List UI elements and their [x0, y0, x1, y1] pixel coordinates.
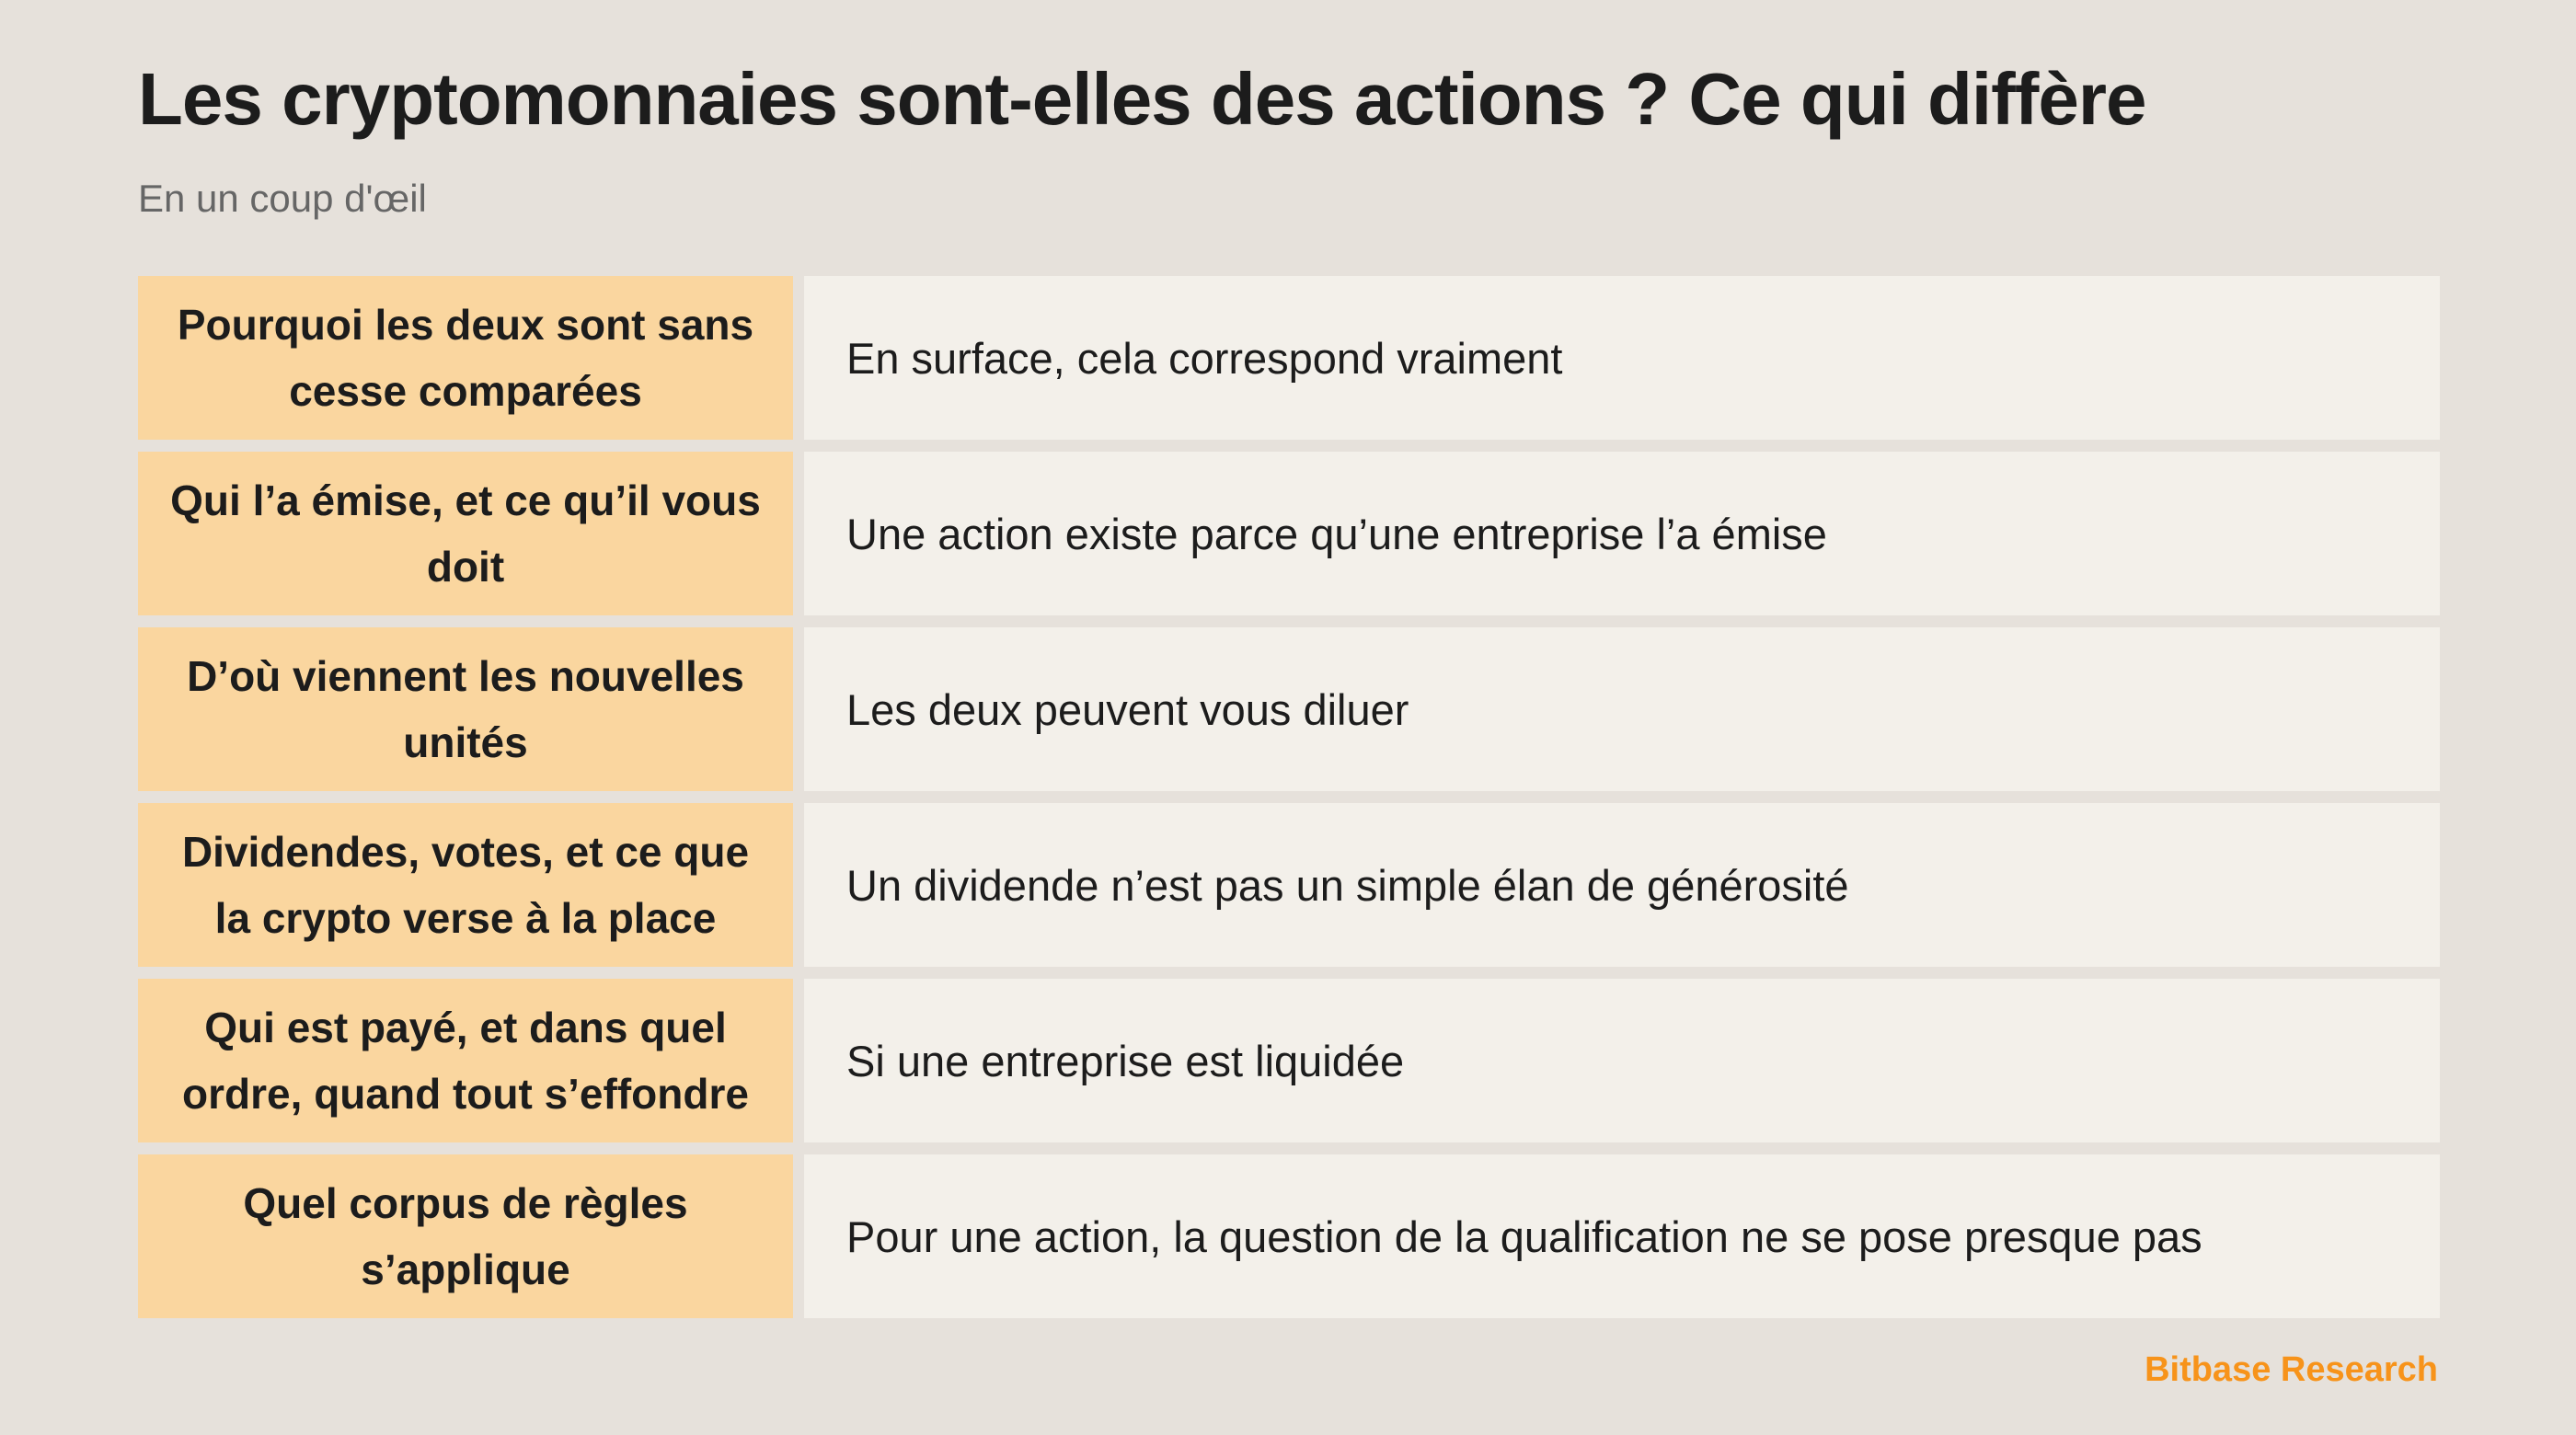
row-value: Les deux peuvent vous diluer: [804, 627, 2440, 791]
brand-footer: Bitbase Research: [2145, 1350, 2438, 1389]
page-subtitle: En un coup d'œil: [138, 177, 427, 220]
page-title: Les cryptomonnaies sont-elles des actions ? Ce qui diffère: [138, 58, 2146, 140]
row-label: Qui l’a émise, et ce qu’il vous doit: [138, 452, 793, 615]
table-row: [138, 276, 2440, 440]
row-label: Qui est payé, et dans quel ordre, quand tout s’effondre: [138, 979, 793, 1142]
row-value: Si une entreprise est liquidée: [804, 979, 2440, 1142]
table-row: [138, 1154, 2440, 1318]
row-label: Quel corpus de règles s’applique: [138, 1154, 793, 1318]
row-label: Pourquoi les deux sont sans cesse comparées: [138, 276, 793, 440]
table-row: [138, 452, 2440, 615]
table-row: [138, 803, 2440, 967]
comparison-table: [138, 276, 2440, 1318]
row-value: Un dividende n’est pas un simple élan de générosité: [804, 803, 2440, 967]
row-label: Dividendes, votes, et ce que la crypto verse à la place: [138, 803, 793, 967]
row-value: Pour une action, la question de la qualification ne se pose presque pas: [804, 1154, 2440, 1318]
row-label: D’où viennent les nouvelles unités: [138, 627, 793, 791]
table-row: [138, 627, 2440, 791]
row-value: Une action existe parce qu’une entreprise l’a émise: [804, 452, 2440, 615]
table-row: [138, 979, 2440, 1142]
row-value: En surface, cela correspond vraiment: [804, 276, 2440, 440]
